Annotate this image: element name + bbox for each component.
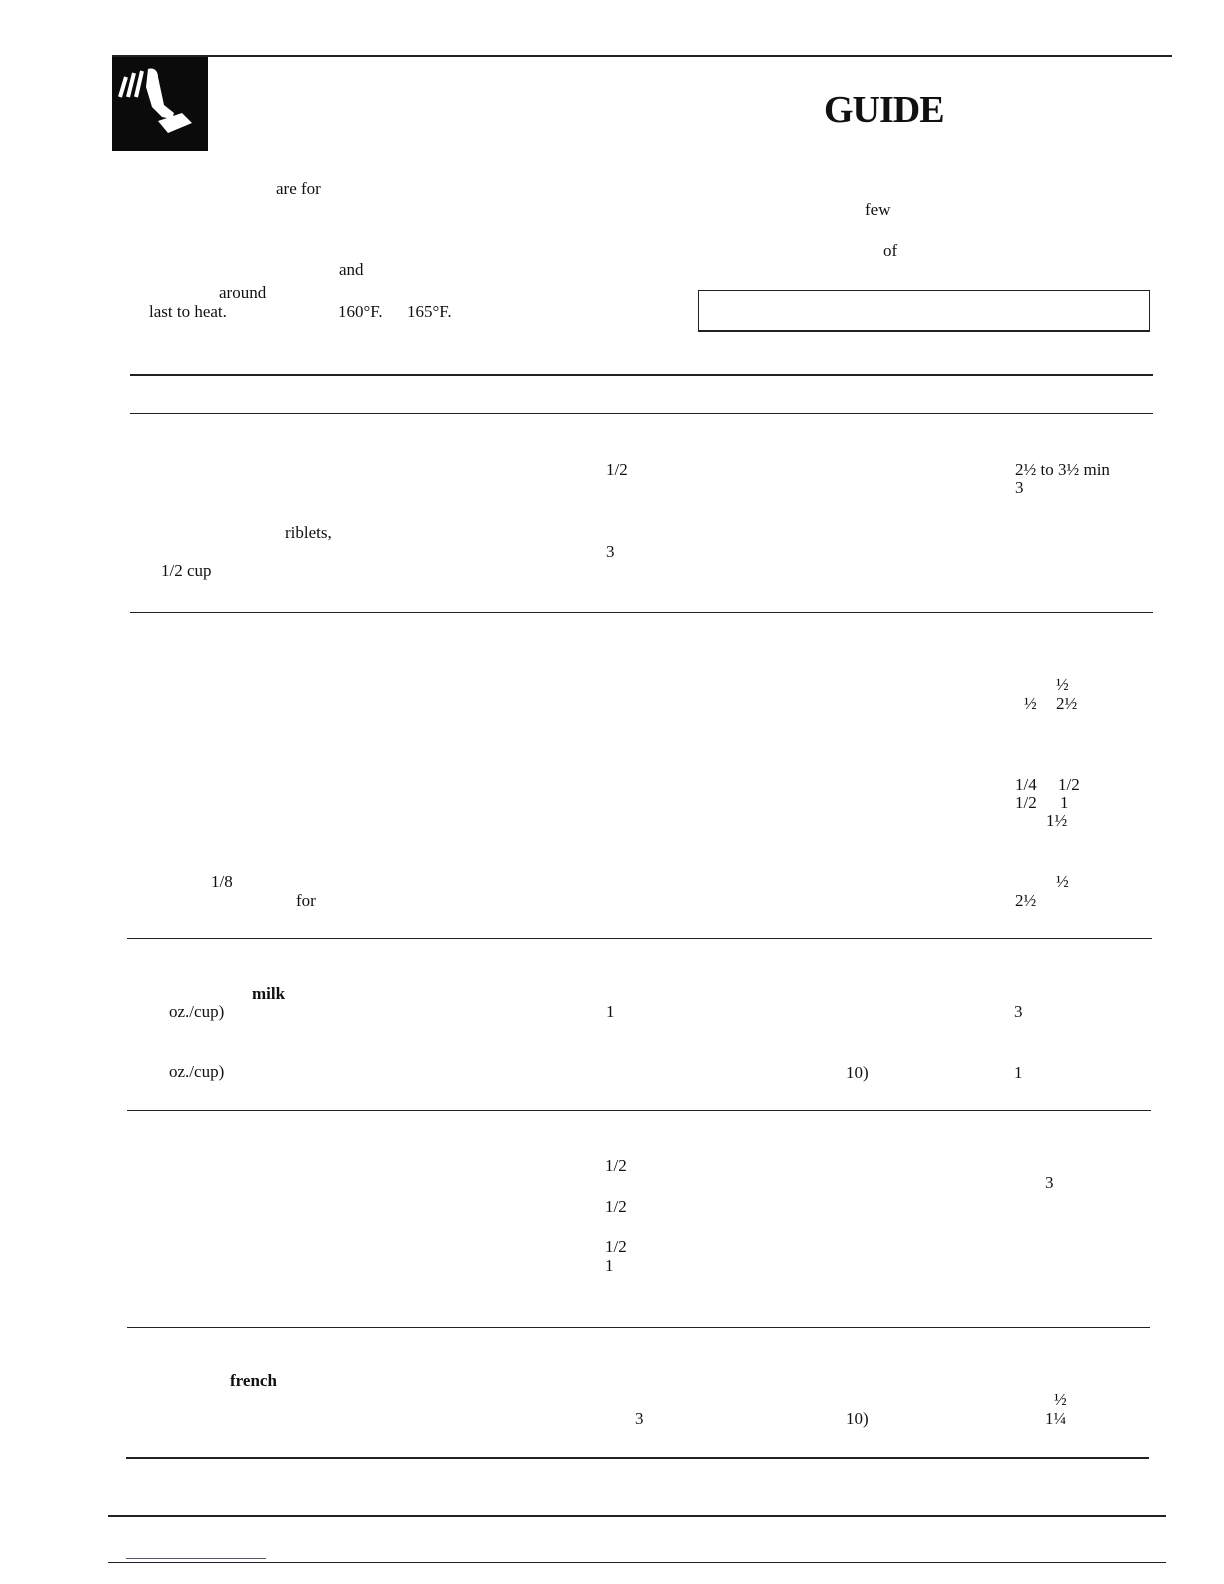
section-rule [130,612,1153,613]
table-cell: french [230,1371,277,1390]
table-bottom-rule [126,1457,1149,1459]
table-cell: milk [252,984,286,1003]
top-rule [112,55,1172,57]
table-cell: ½ [1056,675,1069,694]
hand-press-icon [112,57,208,151]
table-cell: 3 [635,1409,644,1428]
table-cell: 1¼ [1045,1409,1067,1428]
intro-text: of [883,241,898,260]
table-cell: 10) [846,1063,869,1082]
table-header-rule [130,413,1153,414]
page-title: GUIDE [824,89,944,131]
table-cell: ½ [1054,1390,1067,1409]
table-cell: 3 [1015,478,1024,497]
table-cell: 1 [1060,793,1069,812]
section-rule [127,1110,1151,1111]
table-cell: 1/8 [211,872,233,891]
intro-text: 165°F. [407,302,452,321]
section-rule [127,1327,1150,1328]
table-cell: ½ [1024,694,1037,713]
table-cell: 1/2 [606,460,628,479]
table-cell: 3 [1014,1002,1023,1021]
table-cell: oz./cup) [169,1062,225,1081]
table-cell: 1 [606,1002,615,1021]
table-cell: 1/2 cup [161,561,212,580]
table-cell: 1/2 [605,1156,627,1175]
table-cell: 1/2 [1058,775,1080,794]
footer-short-rule [126,1558,266,1559]
table-cell: ½ [1056,872,1069,891]
table-cell: 1½ [1046,811,1068,830]
table-cell: 1/2 [1015,793,1037,812]
intro-text: around [219,283,267,302]
intro-text: last to heat. [149,302,227,321]
table-cell: 1 [605,1256,614,1275]
intro-text: 160°F. [338,302,383,321]
footer-bottom-rule [108,1562,1166,1563]
table-cell: 10) [846,1409,869,1428]
table-cell: oz./cup) [169,1002,225,1021]
table-cell: 2½ [1015,891,1037,910]
intro-text: few [865,200,891,219]
footer-rule [108,1515,1166,1517]
intro-text: are for [276,179,321,198]
table-cell: 1/2 [605,1197,627,1216]
table-cell: 1/4 [1015,775,1037,794]
table-cell: riblets, [285,523,332,542]
table-header-rule [130,374,1153,376]
section-rule [127,938,1152,939]
intro-text: and [339,260,364,279]
table-cell: 1/2 [605,1237,627,1256]
table-cell: 2½ [1056,694,1078,713]
note-box [698,290,1150,332]
table-cell: 3 [1045,1173,1054,1192]
table-cell: 2½ to 3½ min [1015,460,1110,479]
table-cell: 3 [606,542,615,561]
table-cell: 1 [1014,1063,1023,1082]
table-cell: for [296,891,316,910]
